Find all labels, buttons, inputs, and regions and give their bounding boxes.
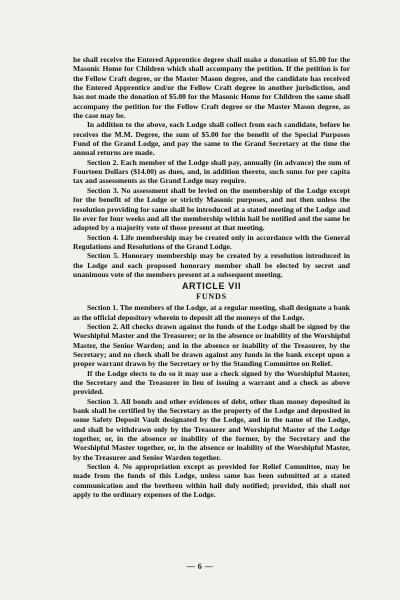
body-paragraph: Section 3. No assessment shall be levied on the membership of the Lodge except for the benefit of the Lodge or strictly Masonic purposes, and not then unless the resolution providing for same shall be introduced at a stated meeting of the Lodge and lie over for four weeks and all the membership within hail be notified and the same be adopted by a majority vote of those present at that meeting. [73,185,351,233]
body-paragraph: Section 2. All checks drawn against the funds of the Lodge shall be signed by the Worshipful Master and the Treasurer; or in the absence or inability of the Worshipful Master, the Senior Warden; and in the absence or inability of the Treasurer, by the Secretary; and no check shall be drawn against any funds in the bank except upon a proper warrant drawn by the Secretary or by the Standing Committee on Relief. [73,321,350,369]
body-paragraph: If the Lodge elects to do so it may use a check signed by the Worshipful Master, the Secretary and the Treasurer in lieu of issuing a warrant and a check as above provided. [73,368,350,397]
page-number: — 6 — [186,562,214,571]
article-heading: ARTICLE VII [181,281,242,292]
body-paragraph: Section 2. Each member of the Lodge shall pay, annually (in advance) the sum of Fourteen Dollars ($14.00) as dues, and, in addition thereto, such sums for per capita tax and assessments as the Grand Lodge may require. [73,157,350,186]
body-paragraph: In addition to the above, each Lodge shall collect from each candidate, before he receives the M.M. Degree, the sum of $5.00 for the benefit of the Special Purposes Fund of the Grand Lodge, and pay the same to the Grand Secretary at the time the annual returns are made. [73,120,350,158]
body-paragraph: Section 4. Life membership may be created only in accordance with the General Regulations and Resolutions of the Grand Lodge. [73,232,350,251]
body-paragraph: Section 3. All bonds and other evidences of debt, other than money deposited in bank shall be certified by the Secretary as the property of the Lodge and deposited in some Safety Deposit Vault designated by the Lodge, and in the name of the Lodge, and shall be withdrawn only by the Treasurer and Worshipful Master of the Lodge together, or, in the absence or inability of the former, by the Secretary and the Worshipful Master together, or, in the absence or inability of the Worshipful Master, by the Treasurer and Senior Warden together. [73,396,350,462]
section-heading: FUNDS [196,292,227,302]
body-paragraph: he shall receive the Entered Apprentice degree shall make a donation of $5.00 for the Masonic Home for Children which shall accompany the petition. If the petition is for the Fellow Craft degree, or the Master Mason degree, and the candidate has received the Entered Apprentice and/or the Fellow Craft degree in another jurisdiction, and has not made the donation of $5.00 for the Masonic Home for Children the same shall accompany the petition for the Fellow Craft degree or the Master Mason degree, as the case may be. [73,55,350,121]
body-paragraph: Section 1. The members of the Lodge, at a regular meeting, shall designate a bank as the official depository wherein to deposit all the moneys of the Lodge. [73,303,350,322]
body-paragraph: Section 4. No appropriation except as provided for Relief Committee, may be made from the funds of this Lodge, unless same has been submitted at a stated communication and the brethren within hail duly notified; provided, this shall not apply to the ordinary expenses of the Lodge. [73,462,350,500]
body-paragraph: Section 5. Honorary membership may be created by a resolution introduced in the Lodge and each proposed honorary member shall be elected by secret and unanimous vote of the members present at a subsequent meeting. [73,251,350,279]
